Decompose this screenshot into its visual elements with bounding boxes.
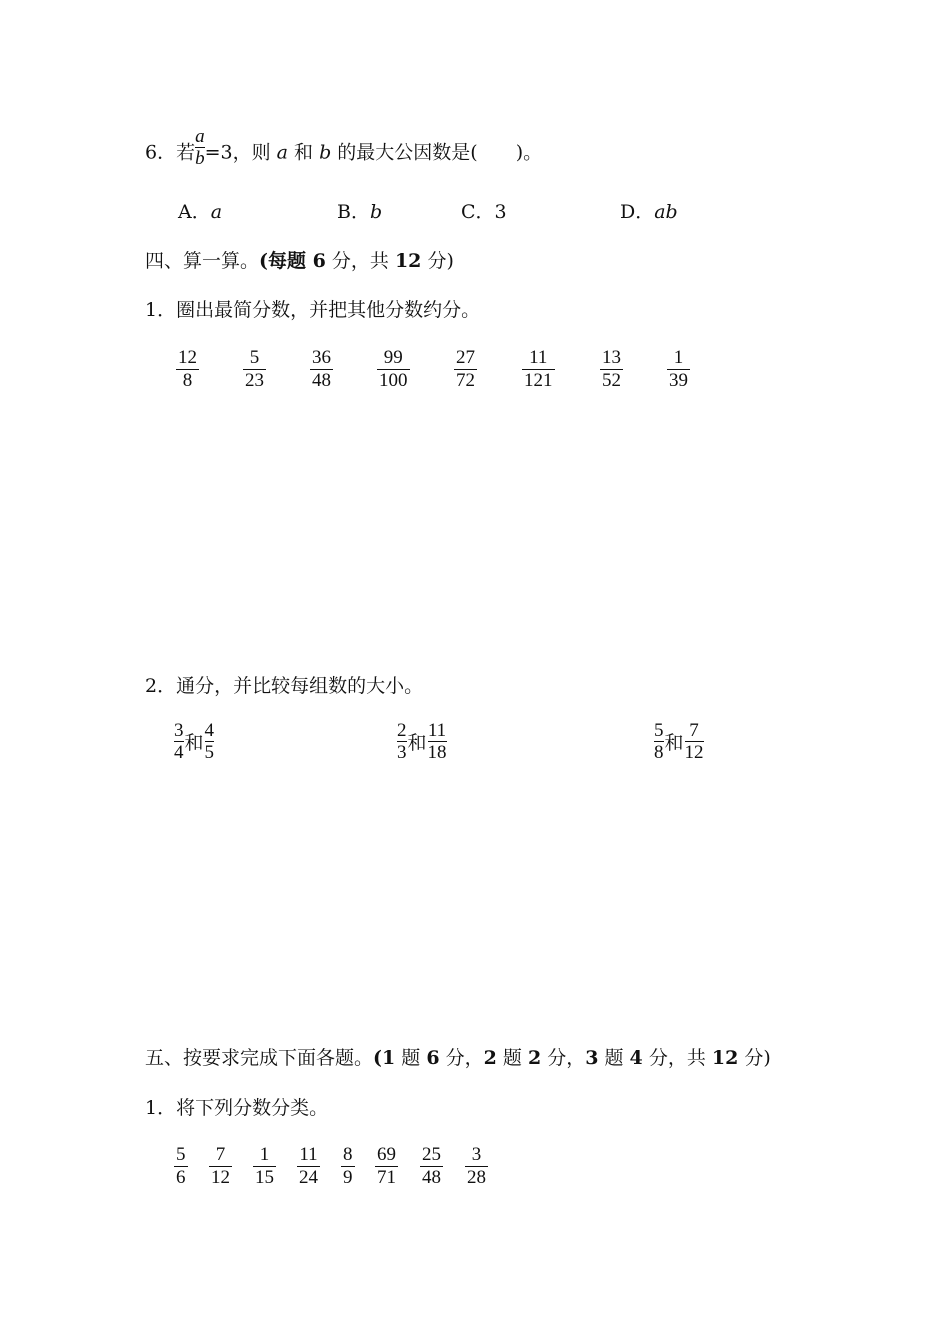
numerator: 25	[422, 1144, 441, 1165]
denominator: 24	[299, 1167, 318, 1188]
part-1-points: 6	[426, 1047, 440, 1069]
option-d[interactable]	[620, 200, 678, 224]
fraction-item	[297, 1144, 320, 1189]
s4-question-2: 2．通分，并比较每组数的大小。	[145, 675, 424, 697]
s4-question-1: 1．圈出最简分数，并把其他分数约分。	[145, 299, 481, 321]
denominator: 48	[422, 1167, 441, 1188]
numerator: 2	[397, 720, 407, 741]
numerator: 5	[249, 347, 260, 368]
fraction-right	[685, 720, 704, 763]
denominator: 28	[467, 1167, 486, 1188]
denominator: 121	[524, 370, 553, 391]
numerator: 11	[529, 347, 548, 368]
numerator: 69	[377, 1144, 396, 1165]
fraction-a-over-b	[195, 126, 205, 169]
denominator: 23	[245, 370, 264, 391]
fraction-left	[397, 720, 407, 763]
points-open: (每题	[259, 250, 313, 272]
part-2-points: 2	[527, 1047, 542, 1069]
denominator: 5	[204, 742, 215, 763]
fraction-item	[465, 1144, 488, 1189]
numerator: 36	[312, 347, 331, 368]
fraction-item	[341, 1144, 355, 1189]
part-3-unit: 分，共	[642, 1047, 712, 1069]
denominator: 12	[211, 1167, 230, 1188]
part-1-label: 题	[395, 1047, 427, 1069]
fraction-item	[253, 1144, 276, 1189]
part-2-label: 题	[496, 1047, 528, 1069]
option-label: D．	[620, 201, 655, 223]
denominator: 15	[255, 1167, 274, 1188]
fraction-item	[600, 347, 623, 392]
fraction-item	[375, 1144, 398, 1189]
denominator: 100	[379, 370, 408, 391]
option-a[interactable]	[178, 200, 222, 224]
connector: 和	[184, 732, 204, 754]
fraction-item	[377, 347, 410, 392]
part-2-number: 2	[483, 1047, 497, 1069]
numerator: 27	[456, 347, 475, 368]
heading-end: 分)	[738, 1047, 771, 1069]
numerator: 1	[259, 1144, 270, 1165]
numerator: 99	[383, 347, 403, 368]
numerator: 7	[215, 1144, 226, 1165]
question-prefix: 若	[176, 141, 196, 164]
points-total: 12	[394, 250, 422, 272]
fraction-right	[428, 720, 447, 763]
fraction-pair	[654, 720, 704, 763]
denominator: 4	[174, 742, 184, 763]
fraction-numerator: a	[195, 126, 205, 147]
numerator: 3	[174, 720, 184, 741]
denominator: 71	[377, 1167, 396, 1188]
option-value: b	[369, 201, 383, 223]
fraction-item	[310, 347, 333, 392]
part-3-points: 4	[629, 1047, 643, 1069]
variable-b: b	[319, 141, 332, 164]
points-each: 6	[312, 250, 326, 272]
part-1-number: (1	[373, 1047, 396, 1069]
question-6	[145, 126, 543, 169]
denominator: 52	[602, 370, 621, 391]
variable-a: a	[276, 141, 288, 164]
s5-question-1: 1．将下列分数分类。	[145, 1097, 329, 1119]
denominator: 39	[669, 370, 688, 391]
denominator: 12	[684, 742, 704, 763]
option-label: B．	[337, 201, 370, 223]
fraction-item	[522, 347, 555, 392]
equals-text: =3，则	[204, 141, 277, 164]
numerator: 5	[176, 1144, 186, 1165]
denominator: 8	[654, 742, 664, 763]
fraction-item	[176, 347, 199, 392]
question-number: 6．	[145, 141, 177, 164]
option-b[interactable]	[337, 200, 382, 224]
denominator: 3	[397, 742, 407, 763]
numerator: 8	[343, 1144, 353, 1165]
numerator: 7	[689, 720, 699, 741]
denominator: 9	[343, 1167, 353, 1188]
fraction-item	[454, 347, 477, 392]
fraction-item	[174, 1144, 188, 1189]
part-3-number: 3	[585, 1047, 599, 1069]
denominator: 48	[312, 370, 331, 391]
fraction-left	[174, 720, 184, 763]
section-title: 五、按要求完成下面各题。	[145, 1047, 374, 1069]
fraction-pair	[174, 720, 214, 763]
numerator: 3	[471, 1144, 482, 1165]
denominator: 8	[182, 370, 193, 391]
denominator: 6	[176, 1167, 186, 1188]
points-mid: 分，共	[325, 250, 395, 272]
section-4-heading	[145, 249, 454, 273]
section-5-heading	[145, 1046, 771, 1070]
fraction-left	[654, 720, 664, 763]
option-label: C．	[461, 201, 495, 223]
option-c[interactable]	[461, 200, 507, 224]
numerator: 11	[299, 1144, 318, 1165]
fraction-right	[205, 720, 215, 763]
section-title: 四、算一算。	[145, 250, 260, 272]
fraction-item	[209, 1144, 232, 1189]
numerator: 11	[427, 720, 447, 741]
option-label: A．	[178, 201, 211, 223]
fraction-pair	[397, 720, 447, 763]
numerator: 4	[204, 720, 215, 741]
connector: 和	[407, 732, 427, 754]
denominator: 72	[456, 370, 475, 391]
option-value: ab	[654, 201, 678, 223]
connector: 和	[664, 732, 684, 754]
numerator: 13	[602, 347, 621, 368]
numerator: 12	[178, 347, 197, 368]
part-1-unit: 分，	[439, 1047, 484, 1069]
part-2-unit: 分，	[541, 1047, 586, 1069]
numerator: 1	[673, 347, 684, 368]
points-end: 分)	[421, 250, 454, 272]
option-value: a	[210, 201, 223, 223]
fraction-denominator: b	[195, 148, 205, 169]
fraction-item	[420, 1144, 443, 1189]
option-value: 3	[494, 201, 507, 223]
question-suffix: 的最大公因数是( )。	[331, 141, 543, 164]
and-text: 和	[288, 141, 320, 164]
numerator: 5	[654, 720, 664, 741]
fraction-item	[667, 347, 690, 392]
denominator: 18	[427, 742, 447, 763]
total-points: 12	[711, 1047, 739, 1069]
fraction-item	[243, 347, 266, 392]
part-3-label: 题	[598, 1047, 630, 1069]
